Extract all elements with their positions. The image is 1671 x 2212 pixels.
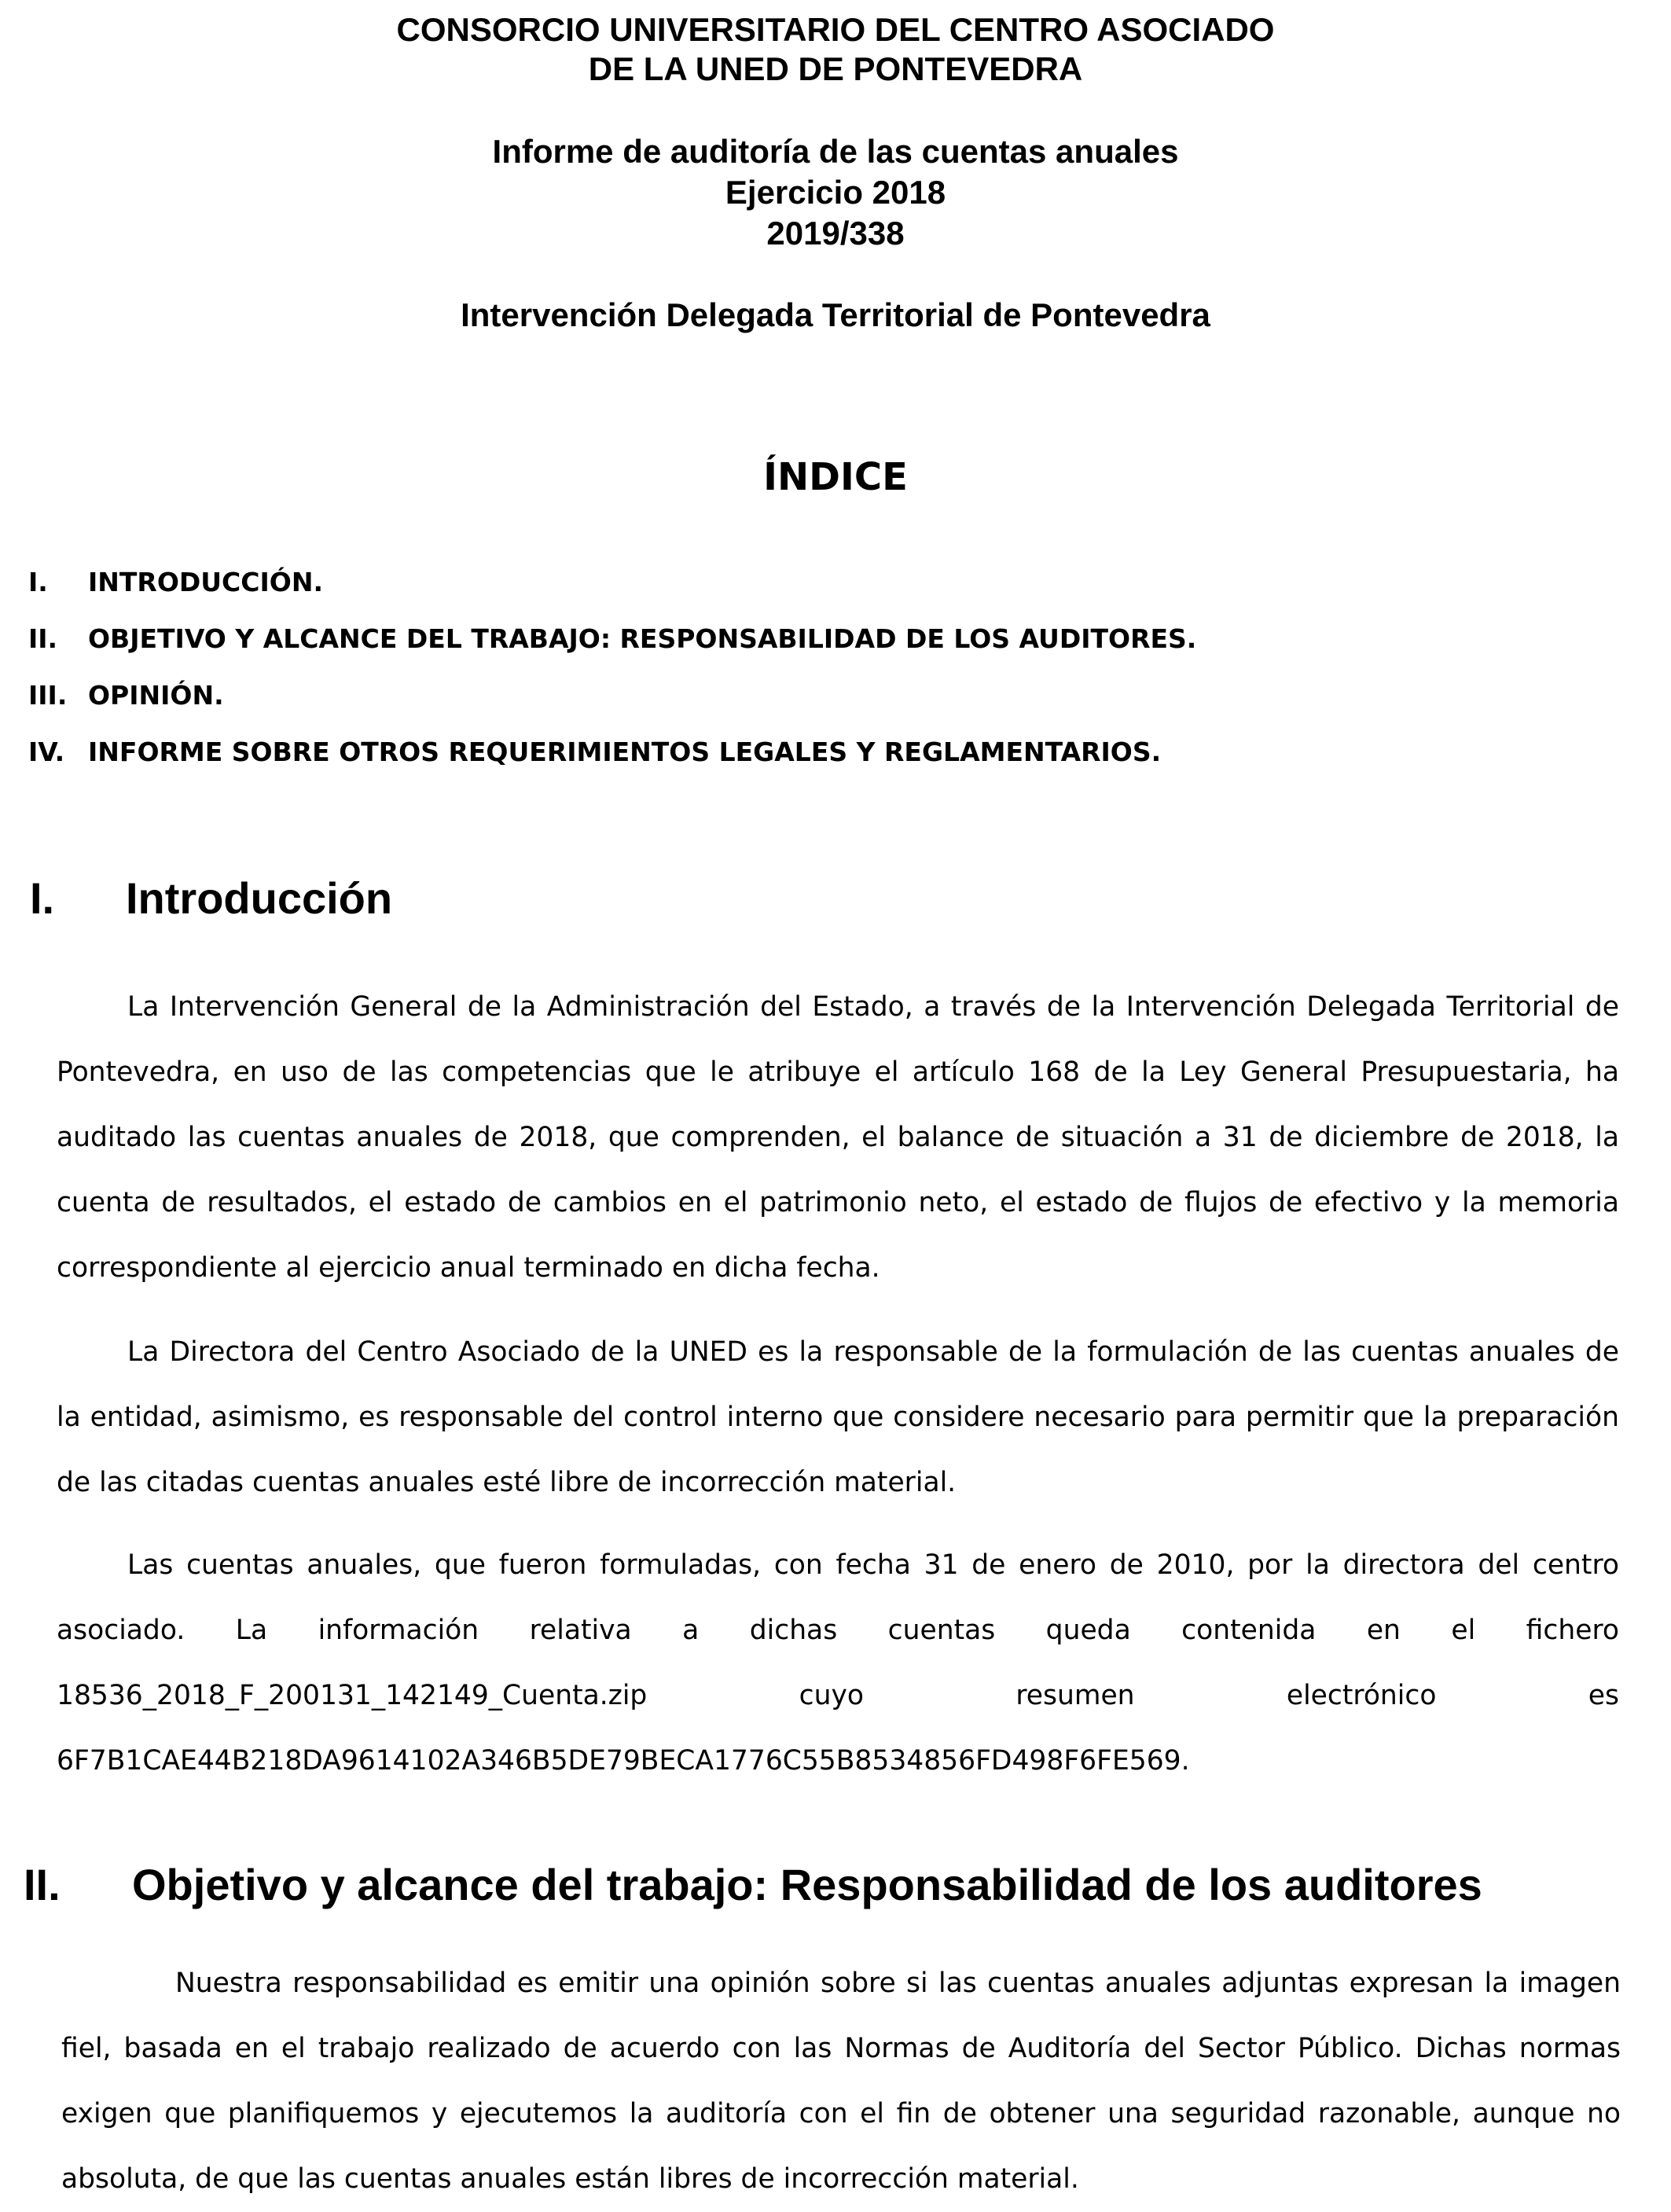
- index-item-number: III.: [28, 680, 68, 711]
- index-item: [28, 724, 1640, 781]
- index-item-label: OPINIÓN.: [88, 680, 224, 711]
- paragraph: Las cuentas anuales, que fueron formuladas, con fecha 31 de enero de 2010, por la directora del centro asociado. La información relativa a dichas cuentas queda contenida en el fichero 18536_2018_F_200131_142149_Cuenta.zip cuyo resumen electrónico es 6F7B1CAE44B218DA9614102A346B5DE79BECA1776C55B8534856FD498F6FE569.: [57, 1549, 1619, 1777]
- index-item-number: II.: [28, 623, 58, 654]
- report-number: 2019/338: [766, 215, 905, 252]
- report-title: Informe de auditoría de las cuentas anuales: [492, 133, 1179, 170]
- index-title: ÍNDICE: [763, 455, 908, 499]
- paragraph: La Directora del Centro Asociado de la UNED es la responsable de la formulación de las cuentas anuales de la entidad, asimismo, es responsable del control interno que considere necesario para permitir que la preparación de las citadas cuentas anuales esté libre de incorrección material.: [57, 1336, 1619, 1498]
- section-number: II.: [24, 1860, 61, 1909]
- issuing-authority: Intervención Delegada Territorial de Pontevedra: [461, 296, 1210, 333]
- index-list: [28, 554, 1640, 781]
- section-number: I.: [30, 873, 55, 923]
- index-item-label: INFORME SOBRE OTROS REQUERIMIENTOS LEGALES Y REGLAMENTARIOS.: [88, 737, 1162, 767]
- section-title: Objetivo y alcance del trabajo: Responsabilidad de los auditores: [132, 1860, 1482, 1909]
- index-item: [28, 554, 1640, 611]
- index-item-label: INTRODUCCIÓN.: [88, 567, 323, 597]
- exercise-year: Ejercicio 2018: [725, 174, 946, 211]
- index-item-label: OBJETIVO Y ALCANCE DEL TRABAJO: RESPONSABILIDAD DE LOS AUDITORES.: [88, 623, 1197, 654]
- section-title: Introducción: [126, 873, 393, 923]
- index-item-number: IV.: [28, 737, 65, 767]
- entity-name-line-2: DE LA UNED DE PONTEVEDRA: [588, 50, 1083, 87]
- index-item: [28, 667, 1640, 724]
- paragraph: La Intervención General de la Administración del Estado, a través de la Intervención Delegada Territorial de Pontevedra, en uso de las competencias que le atribuye el artículo 168 de la Ley General Presupuestaria, ha auditado las cuentas anuales de 2018, que comprenden, el balance de situación a 31 de diciembre de 2018, la cuenta de resultados, el estado de cambios en el patrimonio neto, el estado de flujos de efectivo y la memoria correspondiente al ejercicio anual terminado en dicha fecha.: [57, 991, 1619, 1284]
- index-item-number: I.: [28, 567, 48, 597]
- paragraph: Nuestra responsabilidad es emitir una opinión sobre si las cuentas anuales adjuntas expresan la imagen fiel, basada en el trabajo realizado de acuerdo con las Normas de Auditoría del Sector Público. Dichas normas exigen que planifiquemos y ejecutemos la auditoría con el fin de obtener una seguridad razonable, aunque no absoluta, de que las cuentas anuales están libres de incorrección material.: [61, 1968, 1621, 2195]
- entity-name-line-1: CONSORCIO UNIVERSITARIO DEL CENTRO ASOCIADO: [396, 11, 1275, 48]
- index-item: [28, 611, 1640, 667]
